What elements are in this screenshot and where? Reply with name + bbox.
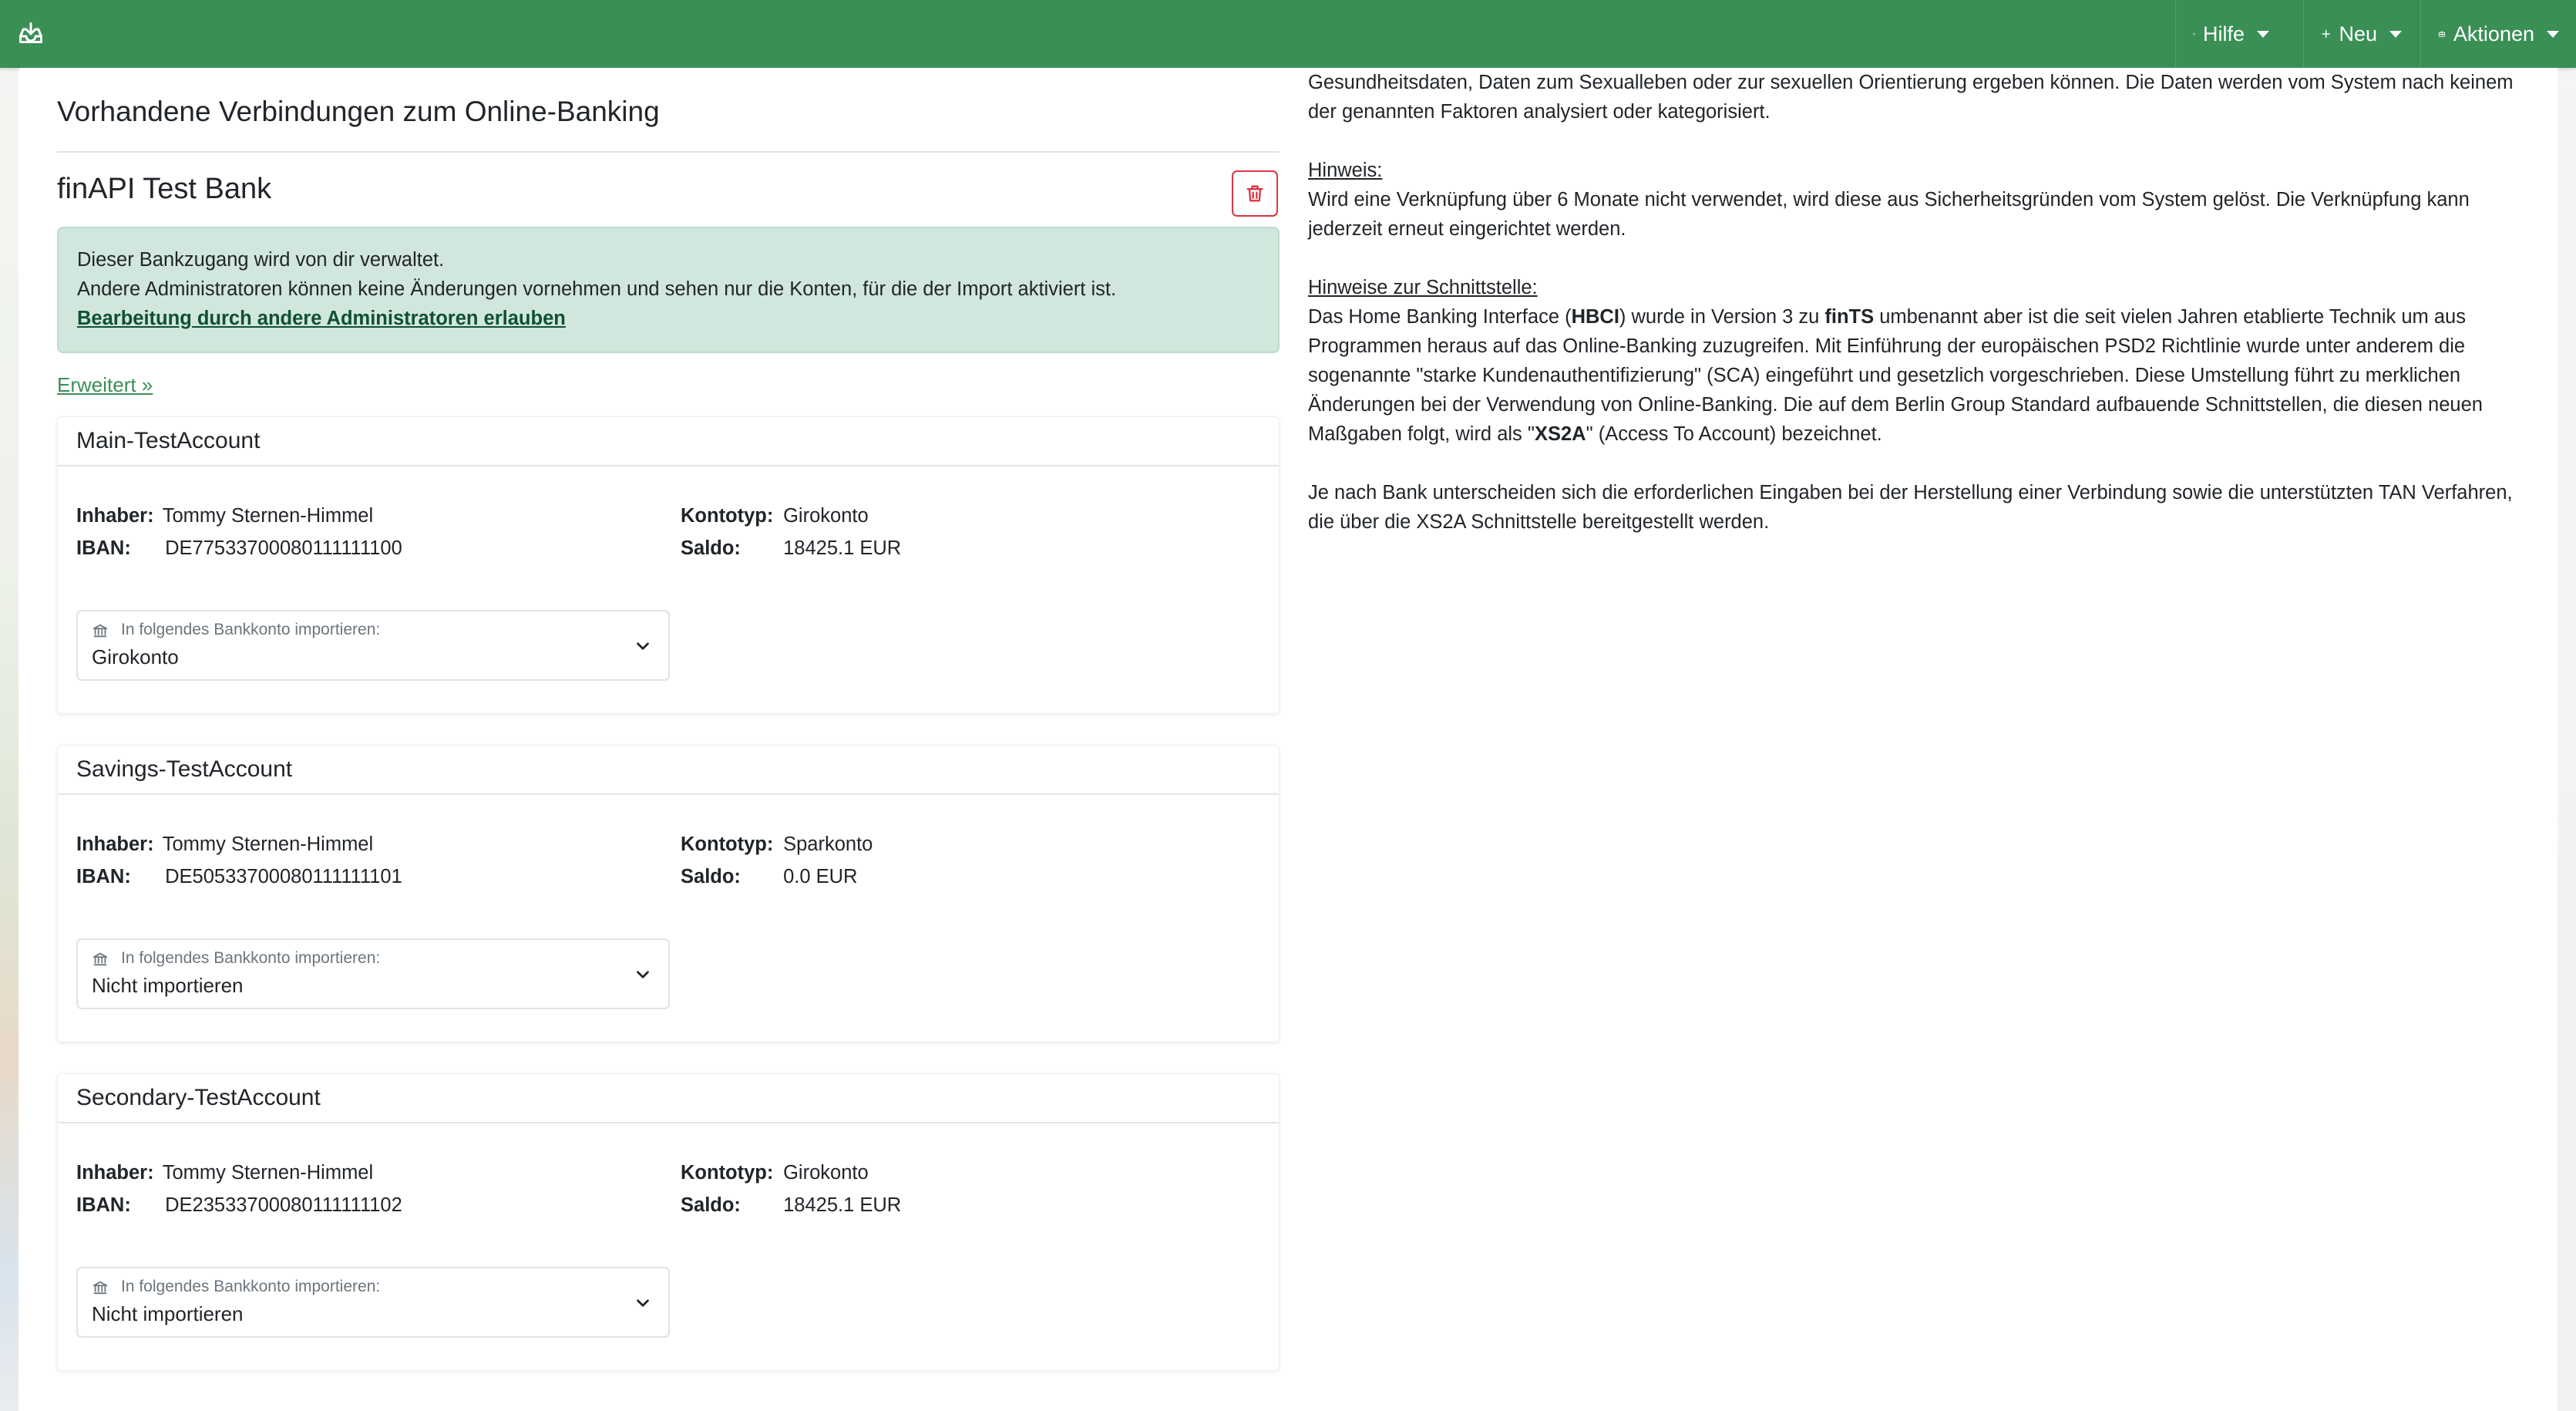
background-strip-right [2558, 0, 2576, 1411]
account-type-label: Kontotyp: [681, 1162, 774, 1184]
main-content [20, 68, 2558, 1411]
owner-row [76, 833, 373, 856]
globe-icon [2193, 24, 2195, 44]
owner-value: Tommy Sternen-Himmel [162, 833, 374, 855]
new-menu-label: Neu [2339, 22, 2377, 45]
owner-label: Inhaber: [76, 505, 154, 527]
help-menu-label: Hilfe [2202, 22, 2245, 45]
actions-menu-label: Aktionen [2453, 22, 2534, 45]
account-card [57, 416, 1280, 714]
iban-label: IBAN: [76, 866, 131, 887]
hbci-term: HBCI [1571, 306, 1619, 328]
import-select-value: Nicht importieren [92, 1302, 244, 1325]
page-title: Vorhandene Verbindungen zum Online-Banking [57, 96, 660, 127]
info-paragraph: Je nach Bank unterscheiden sich die erforderlichen Eingaben bei der Herstellung einer Verbindung sowie die unterstützten TAN Verfahren, die über die XS2A Schnittstelle bereitgestellt werden. [1308, 482, 2513, 533]
account-card [57, 1073, 1280, 1371]
account-type-row [681, 1162, 869, 1184]
import-select-value: Nicht importieren [92, 974, 244, 997]
account-type-value: Sparkonto [783, 833, 873, 855]
iban-row [76, 866, 402, 888]
owner-label: Inhaber: [76, 1162, 154, 1184]
balance-value: 18425.1 EUR [783, 1194, 902, 1216]
bank-icon [92, 622, 109, 639]
owner-row [76, 1162, 373, 1184]
balance-row [681, 537, 901, 560]
schnittstelle-text: Das Home Banking Interface (HBCI) wurde in Version 3 zu finTS umbenannt aber ist die seit vielen Jahren etablierte Technik um aus Programmen heraus auf das Online-Banking zuzugreifen. Mit Einführung der europäischen PSD2 Richtlinie wurde unter anderem die sogenannte "starke Kundenauthentifizierung" (SCA) eingeführt und gesetzlich vorgeschrieben. Diese Umstellung führt zu merklichen Änderungen bei der Verwendung von Online-Banking. Die auf dem Berlin Group Standard aufbauende Schnittstellen, die diesen neuen Maßgaben folgt, wird als "XS2A" (Access To Account) bezeichnet. [1308, 306, 2483, 445]
iban-row [76, 537, 402, 560]
account-name: Savings-TestAccount [58, 746, 1279, 795]
owner-value: Tommy Sternen-Himmel [162, 505, 374, 527]
advanced-link[interactable]: Erweitert » [57, 373, 153, 396]
managed-by-you-alert [57, 227, 1280, 353]
import-select-label: In folgendes Bankkonto importieren: [121, 621, 381, 638]
import-select-label: In folgendes Bankkonto importieren: [121, 1278, 381, 1295]
import-select-label: In folgendes Bankkonto importieren: [121, 949, 381, 967]
caret-down-icon [2547, 31, 2559, 38]
iban-label: IBAN: [76, 1194, 131, 1216]
alert-line-1: Dieser Bankzugang wird von dir verwaltet. [77, 249, 445, 271]
iban-value: DE23533700080111111102 [165, 1194, 402, 1216]
trash-icon [1244, 183, 1266, 204]
delete-bank-button[interactable] [1232, 170, 1278, 217]
plus-icon [2321, 24, 2331, 44]
inbox-download-icon[interactable] [17, 20, 45, 48]
balance-label: Saldo: [681, 1194, 741, 1216]
hinweis-text: Wird eine Verknüpfung über 6 Monate nicht verwendet, wird diese aus Sicherheitsgründen vom System gelöst. Die Verknüpfung kann jederzeit erneut eingerichtet werden. [1308, 189, 2470, 240]
balance-row [681, 1194, 901, 1217]
account-card [57, 745, 1280, 1042]
iban-row [76, 1194, 402, 1217]
account-type-value: Girokonto [783, 1162, 869, 1184]
iban-value: DE50533700080111111101 [165, 866, 402, 887]
account-name: Secondary-TestAccount [58, 1074, 1279, 1123]
account-type-label: Kontotyp: [681, 833, 774, 855]
new-menu-button[interactable] [2303, 0, 2419, 68]
bank-name: finAPI Test Bank [57, 173, 272, 205]
balance-value: 0.0 EUR [783, 866, 858, 887]
allow-admin-edit-link[interactable]: Bearbeitung durch andere Administratoren erlauben [77, 308, 566, 329]
hinweis-heading: Hinweis: [1308, 160, 1383, 181]
balance-row [681, 866, 857, 888]
iban-value: DE77533700080111111100 [165, 537, 402, 559]
balance-label: Saldo: [681, 866, 741, 887]
account-type-value: Girokonto [783, 505, 869, 527]
chevron-down-icon [633, 636, 653, 656]
iban-label: IBAN: [76, 537, 131, 559]
owner-label: Inhaber: [76, 833, 154, 855]
fints-term: finTS [1824, 306, 1875, 328]
actions-menu-button[interactable] [2420, 0, 2576, 68]
account-type-label: Kontotyp: [681, 505, 774, 527]
import-select-value: Girokonto [92, 645, 179, 668]
bank-icon [92, 1279, 109, 1296]
info-column [1308, 68, 2541, 537]
xs2a-term: XS2A [1534, 423, 1586, 445]
balance-label: Saldo: [681, 537, 741, 559]
chevron-down-icon [633, 1293, 653, 1313]
owner-row [76, 505, 373, 527]
account-type-row [681, 505, 869, 527]
import-account-select[interactable] [76, 1267, 670, 1338]
schnittstelle-heading: Hinweise zur Schnittstelle: [1308, 277, 1538, 298]
caret-down-icon [2257, 31, 2269, 38]
account-name: Main-TestAccount [58, 417, 1279, 466]
alert-line-2: Andere Administratoren können keine Änderungen vornehmen und sehen nur die Konten, für die der Import aktiviert ist. [77, 278, 1117, 300]
bank-icon [92, 951, 109, 968]
caret-down-icon [2389, 31, 2402, 38]
background-strip-left [0, 0, 18, 1411]
owner-value: Tommy Sternen-Himmel [162, 1162, 374, 1184]
import-account-select[interactable] [76, 938, 670, 1009]
info-paragraph: Gesundheitsdaten, Daten zum Sexualleben oder zur sexuellen Orientierung ergeben können. Die Daten werden vom System nach keinem der genannten Faktoren analysiert oder kategorisiert. [1308, 72, 2514, 123]
top-navbar [0, 0, 2576, 68]
balance-value: 18425.1 EUR [783, 537, 902, 559]
divider [57, 151, 1280, 153]
account-type-row [681, 833, 873, 856]
help-menu-button[interactable] [2175, 0, 2286, 68]
toolbox-icon [2438, 24, 2446, 44]
import-account-select[interactable] [76, 610, 670, 681]
chevron-down-icon [633, 965, 653, 985]
